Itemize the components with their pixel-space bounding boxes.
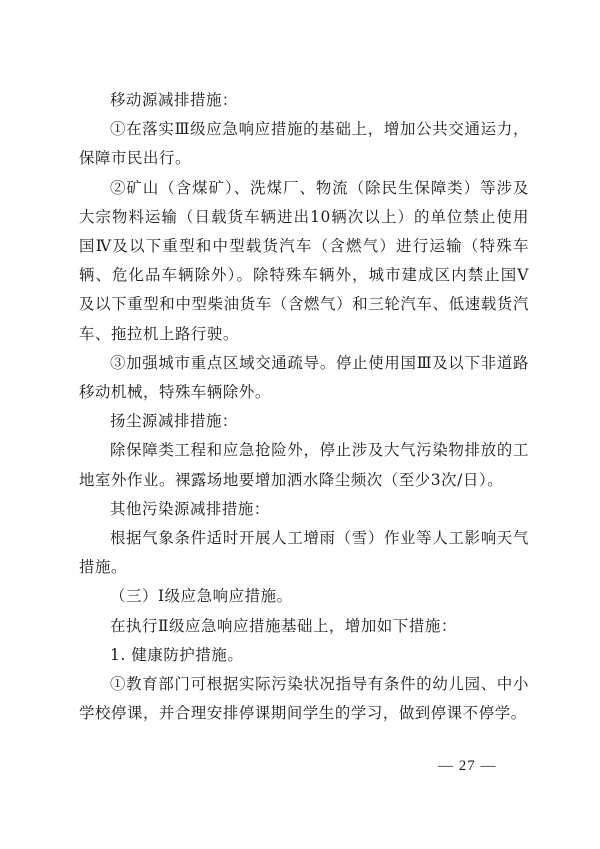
page-number: — 27 — bbox=[438, 758, 497, 774]
paragraph-mobile-1: ①在落实Ⅲ级应急响应措施的基础上，增加公共交通运力，保障市民出行。 bbox=[79, 120, 529, 168]
section-label-other-source: 其他污染源减排措施： bbox=[110, 499, 270, 518]
paragraph-dust: 除保障类工程和应急抢险外，停止涉及大气污染物排放的工地室外作业。裸露场地要增加洒水降尘频次（至少3次/日）。 bbox=[79, 441, 529, 489]
document-body bbox=[79, 86, 529, 728]
paragraph-health-1: ①教育部门可根据实际污染状况指导有条件的幼儿园、中小学校停课，并合理安排停课期间学生的学习，做到停课不停学。 bbox=[79, 675, 529, 723]
subsection-health-protection: 1. 健康防护措施。 bbox=[110, 645, 244, 664]
section-heading-level-1: （三）Ⅰ级应急响应措施。 bbox=[110, 587, 293, 606]
section-label-dust-source: 扬尘源减排措施： bbox=[110, 412, 238, 431]
paragraph-mobile-2: ②矿山（含煤矿）、洗煤厂、物流（除民生保障类）等涉及大宗物料运输（日载货车辆进出10辆次以上）的单位禁止使用国Ⅳ及以下重型和中型载货汽车（含燃气）进行运输（特殊车辆、危化品车辆除外）。除特殊车辆外，城市建成区内禁止国Ⅴ及以下重型和中型柴油货车（含燃气）和三轮汽车、低速载货汽车、拖拉机上路行驶。 bbox=[79, 178, 529, 343]
paragraph-level-1-intro: 在执行Ⅱ级应急响应措施基础上，增加如下措施： bbox=[110, 616, 457, 635]
paragraph-mobile-3: ③加强城市重点区域交通疏导。停止使用国Ⅲ及以下非道路移动机械，特殊车辆除外。 bbox=[79, 353, 529, 402]
section-label-mobile-source: 移动源减排措施： bbox=[110, 91, 238, 109]
paragraph-other: 根据气象条件适时开展人工增雨（雪）作业等人工影响天气措施。 bbox=[79, 529, 529, 577]
